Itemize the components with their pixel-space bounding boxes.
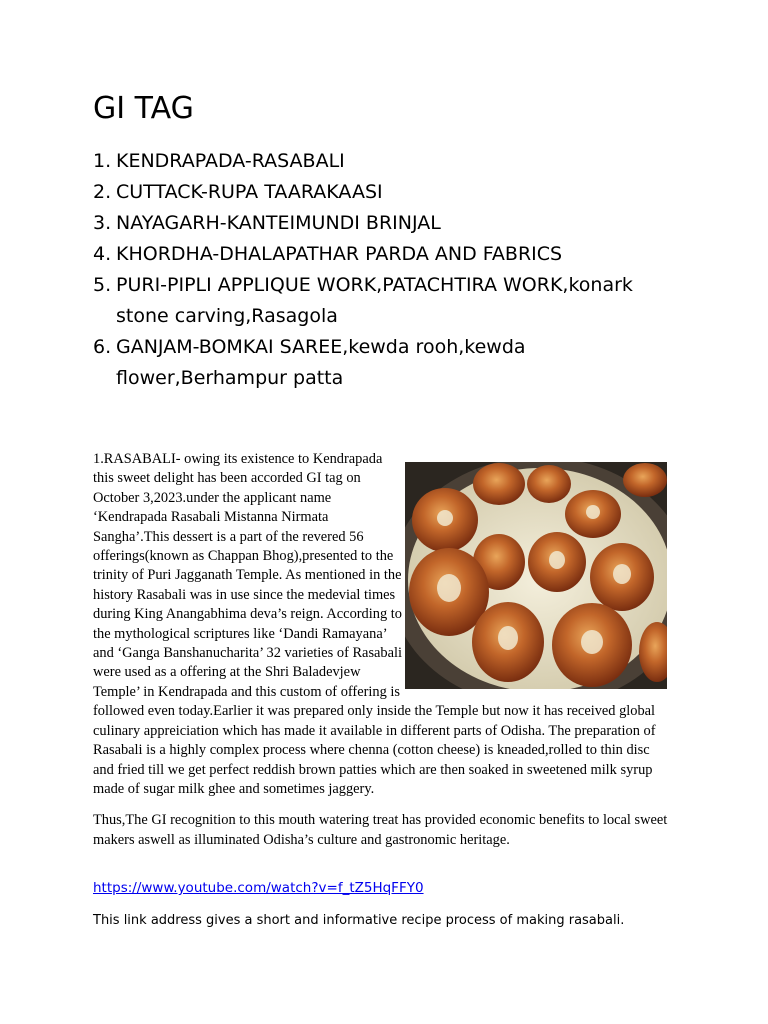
list-number: 4. bbox=[93, 243, 112, 265]
gi-tag-list bbox=[93, 146, 673, 394]
rasabali-image bbox=[405, 462, 667, 689]
list-text: PURI-PIPLI APPLIQUE WORK,PATACHTIRA WORK,konark stone carving,Rasagola bbox=[116, 274, 633, 327]
list-text: KHORDHA-DHALAPATHAR PARDA AND FABRICS bbox=[116, 243, 563, 265]
article-paragraph: 1.RASABALI- owing its existence to Kendrapada this sweet delight has been accorded GI tag on October 3,2023.under the applicant name ‘Kendrapada Rasabali Mistanna Nirmata Sangha’.This dessert is a part of the revered 56 offerings(known as Chappan Bhog),presented to the trinity of Puri Jagganath Temple. As mentioned in the history Rasabali was in use since the medevial times during King Anangabhima deva’s reign. According to the mythological scriptures like ‘Dandi Ramayana’ and ‘Ganga Banshanucharita’ 32 varieties of Rasabali were used as a offering at the Shri Baladevjew Temple’ in Kendrapada and this custom of offering is followed even today.Earlier it was prepared only inside the Temple but now it has received global culinary appreiciation which has made it available in different parts of Odisha. The preparation of Rasabali is a highly complex process where chenna (cotton cheese) is kneaded,rolled to thin disc and fried till we get perfect reddish brown patties which are then soaked in sweetened milk syrup made of sugar milk ghee and sometimes jaggery. bbox=[93, 451, 656, 797]
list-item bbox=[93, 332, 673, 394]
list-number: 3. bbox=[93, 212, 112, 234]
list-item bbox=[93, 146, 673, 177]
page-title: GI TAG bbox=[93, 91, 194, 126]
article-paragraph: Thus,The GI recognition to this mouth watering treat has provided economic benefits to local sweet makers aswell as illuminated Odisha’s culture and gastronomic heritage. bbox=[93, 812, 668, 848]
list-number: 5. bbox=[93, 274, 112, 296]
list-item bbox=[93, 270, 673, 332]
list-text: GANJAM-BOMKAI SAREE,kewda rooh,kewda flower,Berhampur patta bbox=[116, 336, 526, 389]
list-item bbox=[93, 239, 673, 270]
list-text: CUTTACK-RUPA TAARAKAASI bbox=[116, 181, 383, 203]
list-item bbox=[93, 177, 673, 208]
rasabali-article bbox=[93, 450, 673, 862]
list-text: KENDRAPADA-RASABALI bbox=[116, 150, 345, 172]
youtube-link[interactable]: https://www.youtube.com/watch?v=f_tZ5HqFFY0 bbox=[93, 880, 424, 896]
list-text: NAYAGARH-KANTEIMUNDI BRINJAL bbox=[116, 212, 441, 234]
link-description: This link address gives a short and informative recipe process of making rasabali. bbox=[93, 913, 625, 928]
list-item bbox=[93, 208, 673, 239]
list-number: 1. bbox=[93, 150, 112, 172]
rasabali-photo bbox=[405, 462, 667, 689]
list-number: 2. bbox=[93, 181, 112, 203]
list-number: 6. bbox=[93, 336, 112, 358]
